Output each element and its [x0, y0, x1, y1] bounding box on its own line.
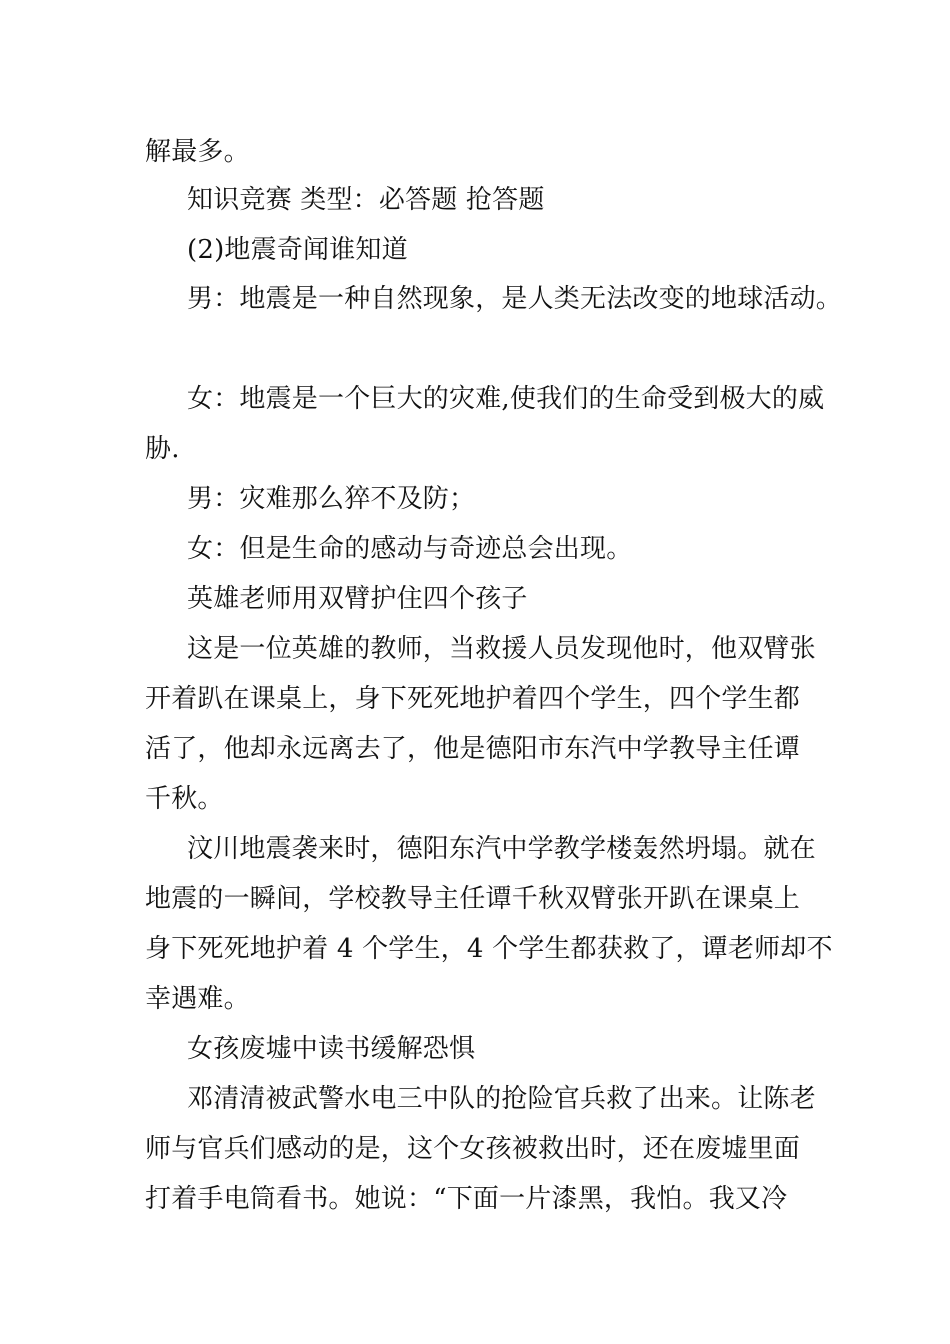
- story-title: 女孩废墟中读书缓解恐惧: [187, 1034, 476, 1064]
- text-line: 身下死死地护着 4 个学生，4 个学生都获救了，谭老师却不: [145, 934, 833, 964]
- story-title: 英雄老师用双臂护住四个孩子: [187, 584, 528, 614]
- text-line: 汶川地震袭来时，德阳东汽中学教学楼轰然坍塌。就在: [187, 834, 816, 864]
- text-line: 地震的一瞬间，学校教导主任谭千秋双臂张开趴在课桌上: [145, 884, 801, 914]
- text-line: 解最多。: [145, 137, 250, 167]
- text-line: 千秋。: [145, 784, 224, 814]
- text-line: 胁.: [145, 434, 180, 464]
- text-line: 男：地震是一种自然现象，是人类无法改变的地球活动。: [187, 284, 843, 314]
- text-line: 打着手电筒看书。她说：“下面一片漆黑，我怕。我又冷: [145, 1184, 788, 1214]
- text-line: 女：但是生命的感动与奇迹总会出现。: [187, 534, 633, 564]
- text-line: 女：地震是一个巨大的灾难,使我们的生命受到极大的威: [187, 384, 825, 414]
- text-line: 幸遇难。: [145, 984, 250, 1014]
- text-line: 开着趴在课桌上，身下死死地护着四个学生，四个学生都: [145, 684, 801, 714]
- section-heading: (2)地震奇闻谁知道: [187, 235, 408, 265]
- text-line: 邓清清被武警水电三中队的抢险官兵救了出来。让陈老: [187, 1084, 816, 1114]
- text-line: 活了，他却永远离去了，他是德阳市东汽中学教导主任谭: [145, 734, 801, 764]
- text-line: 知识竞赛 类型：必答题 抢答题: [187, 185, 545, 215]
- text-line: 这是一位英雄的教师，当救援人员发现他时，他双臂张: [187, 634, 816, 664]
- text-line: 师与官兵们感动的是，这个女孩被救出时，还在废墟里面: [145, 1134, 801, 1164]
- text-line: 男：灾难那么猝不及防；: [187, 484, 476, 514]
